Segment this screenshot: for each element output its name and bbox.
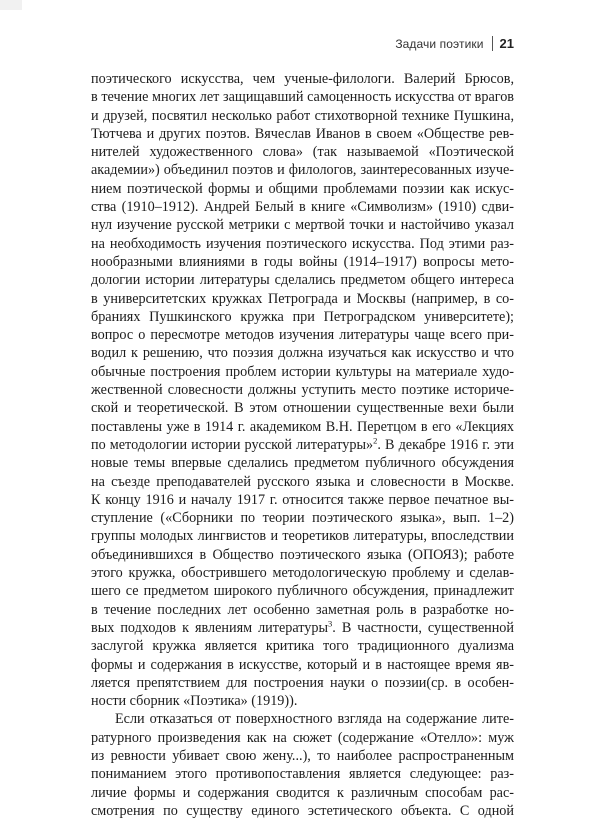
text-line: нием поэтической формы и общими проблемами поэзии как искус- — [91, 180, 514, 197]
text-line: формы и содержания в искусстве, который и в настоящее время яв- — [91, 656, 514, 673]
text-line: ратурного произведения как на сюжет (содержание «Отелло»: муж — [91, 729, 514, 746]
text-line: группы молодых лингвистов и теоретиков литературы, впоследствии — [91, 528, 514, 545]
text-line: новые темы впервые сделались предметом публичного обсуждения — [91, 455, 514, 472]
page-number: 21 — [499, 36, 514, 51]
text-line: поставлены уже в 1914 г. академиком В.Н. Перетцом в его «Лекциях — [91, 418, 514, 435]
text-line: ности сборник «Поэтика» (1919)). — [91, 693, 298, 710]
text-line: в университетских кружках Петрограда и Москвы (например, в со- — [91, 290, 514, 307]
text-line: ступление («Сборники по теории поэтического языка», вып. 1–2) — [91, 510, 514, 527]
text-line: вопрос о пересмотре методов изучения литературы чаще всего при- — [91, 327, 514, 344]
text-line: в течение многих лет защищавший самоценность искусства от врагов — [91, 89, 514, 106]
text-line: и друзей, посвятил несколько работ стихотворной технике Пушкина, — [91, 107, 514, 124]
text-line: пониманием этого противопоставления является следующее: раз- — [91, 766, 514, 783]
text-line: заслугой кружка является критика того традиционного дуализма — [91, 638, 514, 655]
text-line: поэтического искусства, чем ученые-филологи. Валерий Брюсов, — [91, 71, 514, 87]
text-line: в течение последних лет особенно заметная роль в разработке но- — [91, 601, 514, 618]
paragraph — [91, 710, 514, 820]
text-line: нул изучение русской метрики с мертвой точки и настойчиво указал — [91, 217, 514, 234]
text-line: этого кружка, обострившего методологическую проблему и сделав- — [91, 565, 514, 582]
line-segment: вых подходов к явлениям литературы — [91, 619, 329, 636]
line-segment: . В частности, существенной — [332, 619, 514, 636]
line-segment: по методологии истории русской литературы» — [91, 436, 374, 453]
text-line: из ревности убивает свою жену...), то наиболее распространенным — [91, 747, 514, 764]
paragraph — [91, 70, 514, 710]
text-line: браниях Пушкинского кружка при Петроградском университете); — [91, 308, 514, 325]
text-line: жественной словесности должны уступить место поэтике историче- — [91, 382, 514, 399]
text-line-with-footnote — [91, 436, 514, 454]
text-line: дологии истории литературы сделались предметом общего интереса — [91, 272, 514, 289]
text-line: объединившихся в Общество поэтического языка (ОПОЯЗ); работе — [91, 546, 514, 563]
running-head-title: Задачи поэтики — [395, 36, 484, 51]
body-text — [91, 70, 514, 820]
running-head-separator — [492, 36, 493, 51]
text-line: смотрения по существу единого эстетического объекта. С одной — [91, 802, 514, 819]
text-line: обычные построения проблем истории культуры на материале худо- — [91, 363, 514, 380]
footnote-ref[interactable]: 2 — [373, 435, 378, 446]
text-line-with-footnote — [91, 619, 514, 637]
text-line: личие формы и содержания сводится к различным способам рас- — [91, 784, 514, 801]
text-line: Тютчева и других поэтов. Вячеслав Иванов в своем «Обществе рев- — [91, 125, 514, 142]
page-corner-mark — [0, 0, 22, 10]
text-line: нообразными влияниями в годы войны (1914–1917) вопросы мето- — [91, 253, 514, 270]
text-line: на необходимость изучения поэтического искусства. Под этими раз- — [91, 235, 514, 252]
text-line: ства (1910–1912). Андрей Белый в книге «Символизм» (1910) сдви- — [91, 199, 514, 216]
text-line: Если отказаться от поверхностного взгляда на содержание лите- — [115, 711, 514, 728]
text-line: шего се предметом широкого публичного обсуждения, принадлежит — [91, 583, 514, 600]
text-line: ляется препятствием для построения науки о поэзии(ср. в особен- — [91, 674, 514, 691]
footnote-ref[interactable]: 3 — [328, 618, 333, 629]
text-line: нителей художественного слова» (так называемой «Поэтической — [91, 144, 514, 161]
text-line: ской и теоретической. В этом отношении существенные вехи были — [91, 400, 514, 417]
text-line: К концу 1916 и началу 1917 г. относится также первое печатное вы- — [91, 491, 514, 508]
line-segment: . В декабре 1916 г. эти — [377, 436, 514, 453]
text-line: на съезде преподавателей русского языка и словесности в Москве. — [91, 473, 514, 490]
text-line: водил к решению, что поэзия должна изучаться как искусство и что — [91, 345, 514, 362]
text-line: академии») объединил поэтов и филологов, заинтересованных изуче- — [91, 162, 514, 179]
running-head — [395, 36, 514, 51]
